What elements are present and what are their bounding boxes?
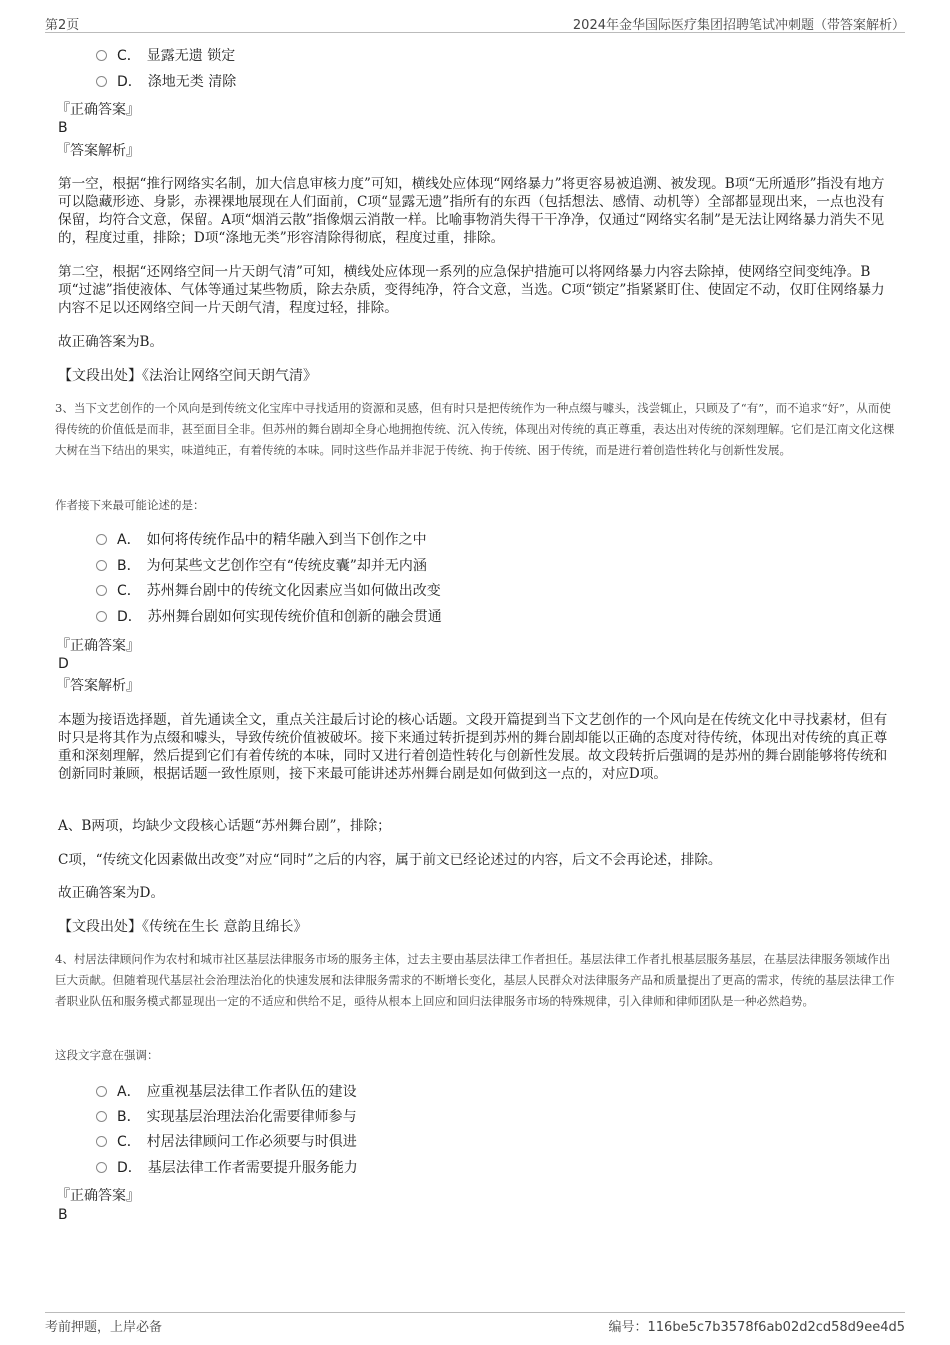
analysis-paragraph: 本题为接语选择题，首先通读全文，重点关注最后讨论的核心话题。文段开篇提到当下文艺创作的一个风向是在传统文化中寻找素材，但有时只是将其作为点缀和噱头，导致传统价值被破坏。接下来通过转折提到苏州的舞台剧却能以正确的态度对待传统，体现出对传统的真正尊重和深刻理解，然后提到它们有着传统的本味，同时又进行着创造性转化与创新性发展。故文段转折后强调的是苏州的舞台剧能够将传统和创新同时兼顾，根据话题一致性原则，接下来最可能讲述苏州舞台剧是如何做到这一点的，对应D项。 [58, 712, 888, 782]
analysis-paragraph: 第二空，根据“还网络空间一片天朗气清”可知，横线处应体现一系列的应急保护措施可以将网络暴力内容去除掉，使网络空间变纯净。B项“过滤”指使液体、气体等通过某些物质，除去杂质，变得纯净，符合文意，当选。C项“锁定”指紧紧盯住、使固定不动，仅盯住网络暴力内容不足以还网络空间一片天朗气清，程度过轻，排除。 [58, 264, 885, 316]
answer-label: 『正确答案』 [56, 102, 140, 118]
document-id: 编号：116be5c7b3578f6ab02d2cd58d9ee4d5 [608, 1320, 905, 1335]
radio-icon[interactable] [96, 50, 107, 61]
passage-source: 【文段出处】《传统在生长 意韵且绵长》 [58, 919, 308, 935]
passage-source: 【文段出处】《法治让网络空间天朗气清》 [58, 368, 317, 384]
page-footer [45, 1312, 905, 1335]
answer-value: D [58, 656, 69, 672]
analysis-conclusion: 故正确答案为D。 [58, 885, 165, 901]
option-c[interactable]: C． 村居法律顾问工作必须要与时俱进 [96, 1132, 357, 1152]
radio-icon[interactable] [96, 1162, 107, 1173]
answer-label: 『正确答案』 [56, 1188, 140, 1204]
option-d[interactable]: D． 涤地无类 清除 [96, 72, 236, 92]
option-a[interactable]: A． 应重视基层法律工作者队伍的建设 [96, 1082, 357, 1102]
analysis-paragraph: A、B两项，均缺少文段核心话题“苏州舞台剧”，排除； [58, 818, 391, 834]
option-d[interactable]: D． 苏州舞台剧如何实现传统价值和创新的融会贯通 [96, 607, 442, 627]
question-prompt: 这段文字意在强调： [55, 1048, 159, 1062]
analysis-label: 『答案解析』 [56, 678, 140, 694]
option-c[interactable]: C． 苏州舞台剧中的传统文化因素应当如何做出改变 [96, 581, 441, 601]
question-text: 3、当下文艺创作的一个风向是到传统文化宝库中寻找适用的资源和灵感，但有时只是把传统作为一种点缀与噱头，浅尝辄止，只顾及了“有”，而不追求“好”，从而使得传统的价值低是而非，甚至面目全非。但苏州的舞台剧却全身心地拥抱传统、沉入传统，体现出对传统的真正尊重，表达出对传统的深刻理解。它们是江南文化这棵大树在当下结出的果实，味道纯正，有着传统的本味。同时这些作品并非泥于传统、拘于传统、困于传统，而是进行着创造性转化与创新性发展。 [55, 401, 895, 457]
question-prompt: 作者接下来最可能论述的是： [55, 498, 205, 512]
question-text: 4、村居法律顾问作为农村和城市社区基层法律服务市场的服务主体，过去主要由基层法律工作者担任。基层法律工作者扎根基层服务基层，在基层法律服务领域作出巨大贡献。但随着现代基层社会治理法治化的快速发展和法律服务需求的不断增长变化，基层人民群众对法律服务产品和质量提出了更高的需求，传统的基层法律工作者职业队伍和服务模式都显现出一定的不适应和供给不足，亟待从根本上回应和回归法律服务市场的特殊规律，引入律师和律师团队是一种必然趋势。 [55, 952, 895, 1008]
analysis-paragraph: C项，“传统文化因素做出改变”对应“同时”之后的内容，属于前文已经论述过的内容，后文不会再论述，排除。 [58, 852, 722, 868]
radio-icon[interactable] [96, 534, 107, 545]
option-d[interactable]: D． 基层法律工作者需要提升服务能力 [96, 1158, 358, 1178]
answer-label: 『正确答案』 [56, 638, 140, 654]
answer-value: B [58, 120, 68, 136]
radio-icon[interactable] [96, 76, 107, 87]
analysis-conclusion: 故正确答案为B。 [58, 334, 164, 350]
radio-icon[interactable] [96, 611, 107, 622]
option-a[interactable]: A． 如何将传统作品中的精华融入到当下创作之中 [96, 530, 427, 550]
footer-slogan: 考前押题，上岸必备 [45, 1320, 163, 1335]
radio-icon[interactable] [96, 1136, 107, 1147]
page-number: 第2页 [45, 18, 80, 33]
analysis-paragraph: 第一空，根据“推行网络实名制，加大信息审核力度”可知，横线处应体现“网络暴力”将更容易被追溯、被发现。B项“无所遁形”指没有地方可以隐藏形迹、身影，赤裸裸地展现在人们面前，C项“显露无遗”指所有的东西（包括想法、感情、动机等）全部都显现出来，一点也没有保留，均符合文意，保留。A项“烟消云散”指像烟云消散一样。比喻事物消失得干干净净，仅通过“网络实名制”是无法让网络暴力消失不见的，程度过重，排除；D项“涤地无类”形容清除得彻底，程度过重，排除。 [58, 176, 885, 246]
document-title: 2024年金华国际医疗集团招聘笔试冲刺题（带答案解析） [572, 18, 905, 33]
page-header [45, 12, 905, 33]
analysis-label: 『答案解析』 [56, 143, 140, 159]
option-b[interactable]: B． 为何某些文艺创作空有“传统皮囊”却并无内涵 [96, 556, 427, 576]
option-b[interactable]: B． 实现基层治理法治化需要律师参与 [96, 1107, 357, 1127]
radio-icon[interactable] [96, 1111, 107, 1122]
option-c[interactable]: C． 显露无遗 锁定 [96, 46, 235, 66]
answer-value: B [58, 1207, 68, 1223]
radio-icon[interactable] [96, 1086, 107, 1097]
radio-icon[interactable] [96, 585, 107, 596]
radio-icon[interactable] [96, 560, 107, 571]
